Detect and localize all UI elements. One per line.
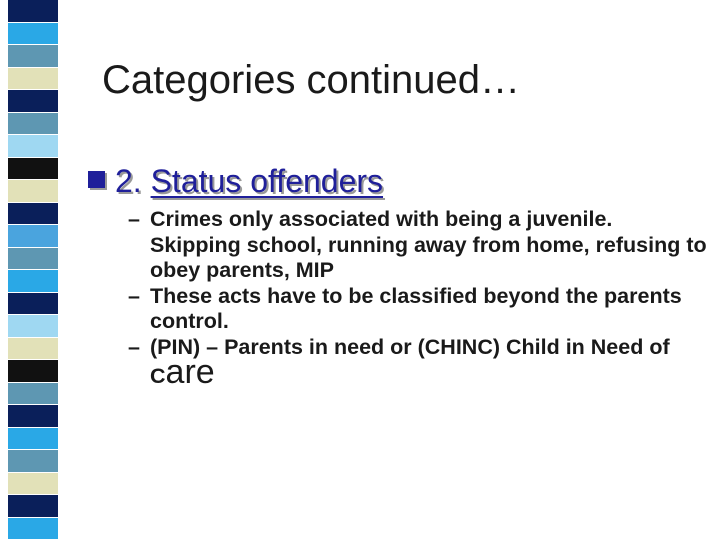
stripe-segment — [8, 428, 58, 451]
stripe-segment — [8, 203, 58, 226]
stripe-segment — [8, 450, 58, 473]
stripe-segment — [8, 248, 58, 271]
slide-title: Categories continued… — [102, 58, 521, 102]
stripe-segment — [8, 338, 58, 361]
stripe-segment — [8, 0, 58, 23]
stripe-segment — [8, 315, 58, 338]
stripe-segment — [8, 23, 58, 46]
stripe-segment — [8, 473, 58, 496]
sub-bullet-text-large: are — [165, 353, 215, 391]
dash-icon: – — [128, 334, 140, 359]
stripe-segment — [8, 293, 58, 316]
sub-bullet-text: (PIN) – Parents in need or (CHINC) Child in Need of C — [150, 334, 670, 388]
stripe-segment — [8, 495, 58, 518]
stripe-segment — [8, 360, 58, 383]
stripe-segment — [8, 68, 58, 91]
sub-bullet-text: These acts have to be classified beyond the parents control. — [150, 283, 682, 333]
main-bullet — [88, 163, 383, 200]
sub-bullet — [128, 284, 708, 335]
stripe-segment — [8, 180, 58, 203]
main-bullet-heading: Status offenders — [150, 163, 384, 199]
stripe-segment — [8, 90, 58, 113]
sub-bullet-text: Crimes only associated with being a juvenile. Skipping school, running away from home, refusing to obey parents, MIP — [150, 207, 707, 282]
decorative-stripe — [0, 0, 66, 540]
sub-bullet — [128, 335, 708, 390]
dash-icon: – — [128, 207, 140, 231]
stripe-segment — [8, 518, 58, 540]
stripe-segment — [8, 113, 58, 136]
sub-bullet — [128, 207, 708, 284]
stripe-segment — [8, 225, 58, 248]
stripe-segment — [8, 270, 58, 293]
main-bullet-number: 2. — [115, 163, 142, 199]
sub-bullet-list — [128, 207, 708, 390]
stripe-segment — [8, 45, 58, 68]
dash-icon: – — [128, 283, 140, 308]
stripe-segment — [8, 135, 58, 158]
stripe-segment — [8, 405, 58, 428]
stripe-segment — [8, 158, 58, 181]
square-bullet-icon — [88, 171, 105, 188]
stripe-segment — [8, 383, 58, 406]
